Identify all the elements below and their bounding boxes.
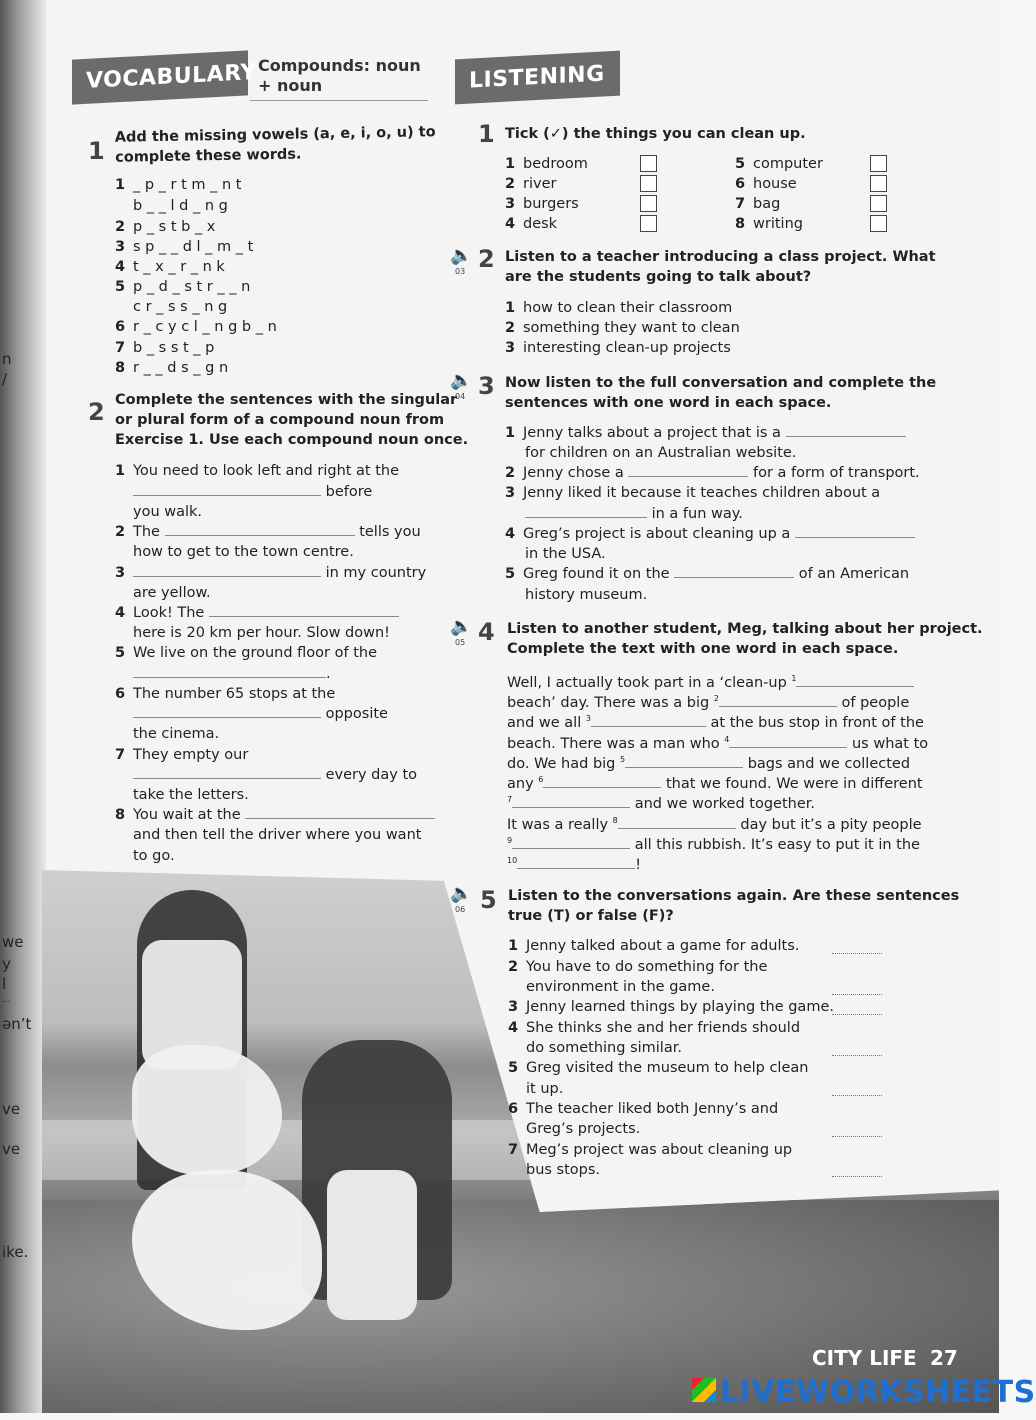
tf-item: Greg’s projects. (526, 1121, 641, 1137)
tick-item: 7 bag (735, 196, 781, 212)
sentence-item: 7 They empty our (115, 747, 249, 763)
text-line: beach’ day. There was a big $^2$ of people (507, 694, 910, 711)
prev-page-fragment: ve (2, 1100, 21, 1118)
answer-blank[interactable] (795, 524, 915, 538)
exercise-number: 2 (478, 245, 495, 273)
text-line: It was a really $^8$ day but it’s a pity people (507, 816, 922, 833)
option-item[interactable]: 2 something they want to clean (505, 320, 740, 336)
page-gutter-shadow (0, 0, 46, 1413)
answer-blank[interactable] (786, 423, 906, 437)
exercise-instruction: Tick (✓) the things you can clean up. (505, 126, 806, 142)
audio-track-number: 04 (455, 392, 466, 401)
prev-page-fragment: / (2, 370, 8, 388)
prev-page-fragment: n (2, 350, 12, 368)
audio-track-number: 06 (455, 905, 466, 914)
text-line: any $^6$ that we found. We were in different (507, 775, 923, 792)
text-line: $^7$ and we worked together. (507, 795, 816, 812)
prev-page-fragment: ve (2, 1140, 21, 1158)
answer-blank[interactable] (543, 774, 661, 788)
sentence-item: 5 Greg found it on the of an American (505, 566, 910, 582)
answer-blank[interactable] (517, 855, 635, 869)
answer-blank[interactable] (209, 603, 399, 617)
tick-item: 3 burgers (505, 196, 579, 212)
answer-blank[interactable] (165, 522, 355, 536)
sentence-item: every day to (133, 765, 417, 785)
sentence-item: in a fun way. (525, 504, 743, 524)
exercise-number: 3 (478, 372, 495, 400)
vocabulary-subtitle-line2: + noun (258, 76, 323, 95)
word-item[interactable]: 7 b _ s s t _ p (115, 340, 215, 356)
answer-blank[interactable] (618, 815, 736, 829)
tf-item: do something similar. (526, 1040, 682, 1056)
sentence-item: here is 20 km per hour. Slow down! (133, 625, 390, 641)
tick-checkbox[interactable] (640, 195, 657, 212)
section-name: CITY LIFE (812, 1346, 917, 1370)
word-item[interactable]: 5 p _ d _ s t r _ _ n (115, 279, 251, 295)
audio-icon[interactable]: 🔈 (450, 245, 473, 266)
exercise-number: 4 (478, 618, 495, 646)
tick-checkbox[interactable] (870, 175, 887, 192)
exercise-number: 1 (88, 137, 105, 165)
word-item[interactable]: 8 r _ _ d s _ g n (115, 360, 229, 376)
tf-item: 5 Greg visited the museum to help clean (508, 1060, 809, 1076)
answer-blank[interactable] (512, 835, 630, 849)
sentence-item: . (133, 664, 331, 684)
text-line: do. We had big $^5$ bags and we collected (507, 755, 911, 772)
tick-checkbox[interactable] (640, 155, 657, 172)
prev-page-fragment: y (2, 955, 11, 973)
tf-answer[interactable] (832, 1176, 882, 1177)
prev-page-fragment: l (2, 975, 7, 993)
white-trousers (327, 1170, 417, 1320)
liveworksheets-watermark: LIVEWORKSHEETS (720, 1375, 1036, 1410)
tick-item: 6 house (735, 176, 797, 192)
sentence-item: 8 You wait at the (115, 805, 435, 825)
sentence-item: you walk. (133, 504, 203, 520)
sentence-item: 2 Jenny chose a for a form of transport. (505, 465, 920, 481)
tick-item: 4 desk (505, 216, 558, 232)
tf-answer[interactable] (832, 1136, 882, 1137)
word-item[interactable]: 6 r _ c y c l _ n g b _ n (115, 319, 277, 335)
vocabulary-subtitle-line1: Compounds: noun (258, 56, 421, 75)
sentence-item: opposite (133, 704, 388, 724)
tick-item: 2 river (505, 176, 557, 192)
listening-header (455, 51, 620, 105)
word-item[interactable]: c r _ s s _ n g (133, 299, 228, 315)
tf-item: 4 She thinks she and her friends should (508, 1020, 801, 1036)
tick-checkbox[interactable] (870, 195, 887, 212)
word-item[interactable]: 2 p _ s t b _ x (115, 219, 216, 235)
tf-answer[interactable] (832, 1055, 882, 1056)
answer-blank[interactable] (628, 463, 748, 477)
answer-blank[interactable] (729, 734, 847, 748)
sentence-item: in the USA. (525, 546, 606, 562)
sentence-item: 5 We live on the ground floor of the (115, 645, 378, 661)
sentence-item: 1 Jenny talks about a project that is a (505, 423, 906, 443)
exercise-instruction: Now listen to the full conversation and complete the sentences with one word in each space. (505, 375, 937, 411)
word-item[interactable]: 1 _ p _ r t m _ n t (115, 177, 242, 193)
answer-blank[interactable] (512, 794, 630, 808)
sentence-item: the cinema. (133, 726, 220, 742)
sentence-item: 4 Look! The (115, 603, 399, 623)
answer-blank[interactable] (133, 704, 321, 718)
divider (250, 100, 428, 101)
liveworksheets-logo-icon (692, 1378, 716, 1402)
text-line: Well, I actually took part in a ‘clean-up $^1$ (507, 669, 914, 693)
sentence-item: how to get to the town centre. (133, 544, 354, 560)
prev-page-fragment: we (2, 933, 24, 951)
word-item[interactable]: 4 t _ x _ r _ n k (115, 259, 225, 275)
answer-blank[interactable] (625, 754, 743, 768)
tf-item: it up. (526, 1081, 564, 1097)
tick-checkbox[interactable] (870, 155, 887, 172)
exercise-instruction: Listen to the conversations again. Are these sentences true (T) or false (F)? (508, 888, 960, 924)
answer-blank[interactable] (133, 765, 321, 779)
tf-item: bus stops. (526, 1162, 601, 1178)
answer-blank[interactable] (591, 713, 706, 727)
text-line: $^{10}$ ! (507, 856, 642, 873)
answer-blank[interactable] (796, 673, 914, 687)
tick-checkbox[interactable] (870, 215, 887, 232)
tf-item: environment in the game. (526, 979, 715, 995)
prev-page-fragment: ən’t (2, 1015, 32, 1033)
audio-icon[interactable]: 🔈 (450, 616, 473, 637)
word-item[interactable]: b _ _ l d _ n g (133, 198, 228, 214)
audio-icon[interactable]: 🔈 (450, 370, 473, 391)
prev-page-fragment: ... (2, 995, 11, 1005)
answer-blank[interactable] (719, 693, 837, 707)
sentence-item: 3 Jenny liked it because it teaches children about a (505, 485, 881, 501)
audio-track-number: 03 (455, 267, 466, 276)
sentence-item: for children on an Australian website. (525, 445, 797, 461)
tick-item: 1 bedroom (505, 156, 588, 172)
exercise-instruction: Listen to a teacher introducing a class project. What are the students going to talk about? (505, 249, 936, 285)
exercise-instruction: Add the missing vowels (a, e, i, o, u) to complete these words. (114, 124, 436, 166)
sentence-item: 2 The tells you (115, 524, 421, 540)
tick-checkbox[interactable] (640, 175, 657, 192)
sentence-item: 4 Greg’s project is about cleaning up a (505, 524, 915, 544)
audio-track-number: 05 (455, 638, 466, 647)
tick-item: 5 computer (735, 156, 823, 172)
text-line: and we all $^3$ at the bus stop in front of the (507, 714, 924, 731)
tf-answer[interactable] (832, 1095, 882, 1096)
sentence-item: 3 in my country (115, 565, 427, 581)
vocabulary-header (72, 50, 257, 104)
answer-blank[interactable] (245, 805, 435, 819)
page-number: 27 (930, 1346, 958, 1370)
rubbish-bag (132, 1045, 282, 1175)
sentence-item: history museum. (525, 587, 648, 603)
tf-item: 3 Jenny learned things by playing the game. (508, 999, 834, 1015)
sentence-item: to go. (133, 848, 175, 864)
exercise-number: 1 (478, 120, 495, 148)
prev-page-fragment: ike. (2, 1243, 29, 1261)
option-item[interactable]: 1 how to clean their classroom (505, 300, 733, 316)
word-item[interactable]: 3 s p _ _ d l _ m _ t (115, 239, 254, 255)
tick-checkbox[interactable] (640, 215, 657, 232)
sentence-item: are yellow. (133, 585, 211, 601)
sentence-item: 1 You need to look left and right at the (115, 463, 400, 479)
sentence-item: 6 The number 65 stops at the (115, 686, 336, 702)
listening-title: LISTENING (469, 61, 605, 94)
exercise-number: 5 (480, 886, 497, 914)
sentence-item: and then tell the driver where you want (133, 827, 422, 843)
sentence-item: before (133, 482, 372, 502)
exercise-number: 2 (88, 398, 105, 426)
option-item[interactable]: 3 interesting clean-up projects (505, 340, 731, 356)
audio-icon[interactable]: 🔈 (450, 883, 473, 904)
tf-answer[interactable] (832, 994, 882, 995)
tf-item: 6 The teacher liked both Jenny’s and (508, 1101, 779, 1117)
text-line: beach. There was a man who $^4$ us what to (507, 735, 929, 752)
answer-blank[interactable] (133, 664, 326, 678)
exercise-instruction: Complete the sentences with the singular or plural form of a compound noun from Exercise 1. Use each compound noun once. (115, 392, 469, 448)
tf-answer[interactable] (832, 1014, 882, 1015)
answer-blank[interactable] (133, 563, 321, 577)
text-line: $^9$ all this rubbish. It’s easy to put it in the (507, 836, 920, 853)
answer-blank[interactable] (674, 564, 794, 578)
vocabulary-subtitle (258, 56, 421, 96)
tf-item: 7 Meg’s project was about cleaning up (508, 1142, 793, 1158)
tf-answer[interactable] (832, 953, 882, 954)
exercise-instruction: Listen to another student, Meg, talking about her project. Complete the text with one word in each space. (507, 621, 983, 657)
answer-blank[interactable] (133, 482, 321, 496)
vocabulary-title: VOCABULARY (86, 59, 257, 94)
answer-blank[interactable] (525, 504, 647, 518)
tf-item: 2 You have to do something for the (508, 959, 768, 975)
sentence-item: take the letters. (133, 787, 249, 803)
tick-item: 8 writing (735, 216, 803, 232)
tf-item: 1 Jenny talked about a game for adults. (508, 938, 800, 954)
